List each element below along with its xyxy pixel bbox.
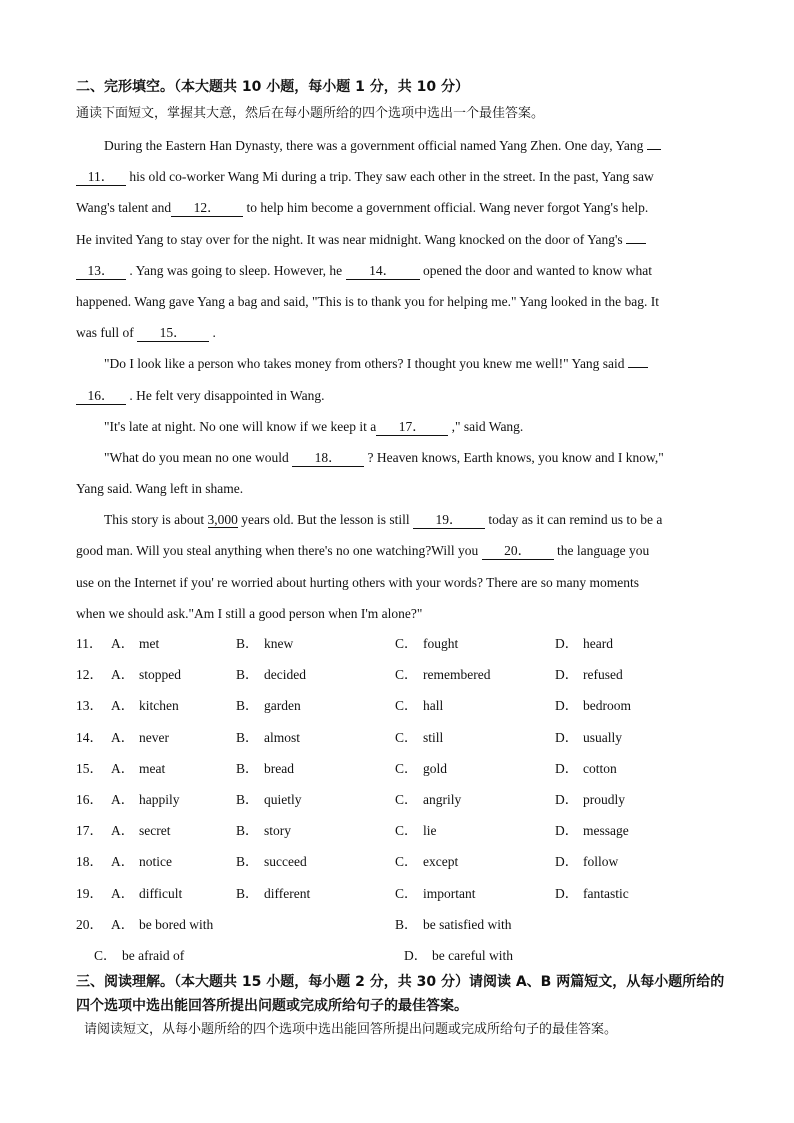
option-text: be careful with [432,947,513,963]
option-letter: C． [395,854,418,870]
passage-text: opened the door and wanted to know what [422,262,653,278]
cloze-passage [76,130,724,629]
option-letter: C． [395,729,418,745]
option-letter: B． [236,729,259,745]
answer-option[interactable] [236,722,300,753]
option-text: gold [423,760,448,776]
question-number: 13． [76,698,103,714]
answer-option[interactable] [555,846,618,877]
option-letter: B． [395,916,418,932]
answer-option[interactable] [555,659,623,690]
question-row [76,784,736,815]
option-text: stopped [139,667,181,683]
answer-option[interactable] [111,909,213,940]
blank-14[interactable]: 14． [346,263,420,280]
question-row [76,815,736,846]
answer-option[interactable] [236,628,293,659]
passage-text: today as it can remind us to be a [488,512,663,528]
question-row [76,722,736,753]
blank-19[interactable]: 19． [413,512,485,529]
passage-line [76,317,724,348]
answer-option[interactable] [111,846,172,877]
option-letter: C． [395,885,418,901]
answer-options [76,628,736,971]
option-letter: D． [555,667,579,683]
question-number: 11． [76,636,103,651]
blank-11[interactable]: 11． [76,169,126,186]
passage-text: the language you [557,543,650,559]
option-text: garden [264,698,301,714]
blank-17[interactable]: 17． [376,419,448,436]
blank-18[interactable]: 18． [292,450,364,467]
blank-underline [626,243,646,244]
passage-text: "What do you mean no one would [104,449,289,465]
passage-text: "It's late at night. No one will know if we keep it a [104,418,377,434]
question-number: 14． [76,729,103,745]
option-text: story [264,823,291,839]
option-text: kitchen [139,698,179,714]
option-letter: A． [111,636,135,651]
option-letter: D． [555,698,579,714]
option-text: important [423,885,476,901]
question-number: 20． [76,916,103,932]
option-letter: C． [395,791,418,807]
answer-option[interactable] [555,878,629,909]
question-row [76,753,736,784]
option-text: still [423,729,444,745]
passage-text: when we should ask."Am I still a good person when I'm alone?" [76,605,423,621]
question-row [76,690,736,721]
option-text: lie [423,823,437,839]
passage-line [76,161,724,192]
section2-heading: 二、完形填空。（本大题共 10 小题，每小题 1 分，共 10 分） [76,79,469,95]
option-text: secret [139,823,171,839]
passage-line [76,504,724,535]
section2-instruction: 通读下面短文，掌握其大意，然后在每小题所给的四个选项中选出一个最佳答案。 [76,106,545,121]
answer-option[interactable] [555,690,631,721]
option-text: meat [139,760,166,776]
question-row [76,940,736,971]
answer-option[interactable] [395,722,443,753]
option-text: quietly [264,791,302,807]
option-text: knew [264,636,294,651]
answer-option[interactable] [395,815,437,846]
option-text: different [264,885,311,901]
option-letter: A． [111,916,135,932]
passage-text: This story is about [104,512,205,528]
passage-line [76,255,724,286]
answer-option[interactable] [111,659,181,690]
answer-option[interactable] [111,878,182,909]
blank-13[interactable]: 13． [76,263,126,280]
option-text: bread [264,760,294,776]
passage-text: use on the Internet if you' re worried about hurting others with your words? There are so many moments [76,574,640,590]
question-row [76,659,736,690]
option-letter: A． [111,854,135,870]
option-text: be satisfied with [423,916,512,932]
option-letter: C． [395,636,418,651]
answer-option[interactable] [111,815,170,846]
option-text: difficult [139,885,183,901]
passage-text: ? Heaven knows, Earth knows, you know and I know," [367,449,664,465]
underlined-number: 3,000 [207,512,238,528]
answer-option[interactable] [111,628,159,659]
passage-text: He invited Yang to stay over for the night. It was near midnight. Wang knocked on the door of Yang's [76,231,623,247]
option-letter: B． [236,823,259,839]
passage-line [76,224,724,255]
option-letter: B． [236,667,259,683]
passage-line [76,411,724,442]
option-text: except [423,854,459,870]
blank-20[interactable]: 20． [482,543,554,560]
option-text: remembered [423,667,491,683]
answer-option[interactable] [236,659,306,690]
answer-option[interactable] [236,753,294,784]
passage-line [76,567,724,598]
passage-text: ," said Wang. [451,418,524,434]
passage-text: his old co-worker Wang Mi during a trip. They saw each other in the street. In the past, Yang saw [129,169,654,185]
answer-option[interactable] [555,784,625,815]
option-text: heard [583,636,613,651]
answer-option[interactable] [111,690,179,721]
passage-line [76,380,724,411]
answer-option[interactable] [111,753,165,784]
option-letter: B． [236,885,259,901]
passage-text: . [212,325,216,341]
option-text: be afraid of [122,947,185,963]
answer-option[interactable] [395,628,458,659]
answer-option[interactable] [395,784,461,815]
option-text: hall [423,698,444,714]
option-text: cotton [583,760,617,776]
option-letter: A． [111,885,135,901]
answer-option[interactable] [395,659,490,690]
answer-option[interactable] [111,722,169,753]
option-letter: A． [111,791,135,807]
option-letter: B． [236,791,259,807]
question-row [76,878,736,909]
option-text: angrily [423,791,462,807]
option-letter: C． [395,823,418,839]
passage-line [76,192,724,223]
option-text: usually [583,729,622,745]
blank-15[interactable]: 15． [137,325,209,342]
question-number: 17． [76,823,103,839]
passage-text: years old. But the lesson is still [241,512,410,528]
answer-option[interactable] [555,628,613,659]
answer-option[interactable] [404,940,513,971]
answer-option[interactable] [395,909,511,940]
option-text: fantastic [583,885,629,901]
blank-underline [647,149,661,150]
passage-text: good man. Will you steal anything when there's no one watching?Will you [76,543,479,559]
question-number: 15． [76,760,103,776]
blank-12[interactable]: 12． [171,200,243,217]
option-letter: A． [111,698,135,714]
option-letter: D． [555,854,579,870]
option-letter: C． [395,667,418,683]
passage-line [76,535,724,566]
answer-option[interactable] [555,815,629,846]
option-text: bedroom [583,698,631,714]
question-row [76,628,736,659]
option-letter: B． [236,854,259,870]
option-text: almost [264,729,300,745]
answer-option[interactable] [555,753,617,784]
option-text: follow [583,854,619,870]
passage-text: to help him become a government official. Wang never forgot Yang's help. [246,200,649,216]
option-text: never [139,729,169,745]
option-text: decided [264,667,306,683]
option-letter: D． [404,947,428,963]
blank-16[interactable]: 16． [76,388,126,405]
answer-option[interactable] [395,753,447,784]
option-letter: C． [395,698,418,714]
passage-text: Wang's talent and [76,200,172,216]
option-letter: A． [111,667,135,683]
answer-option[interactable] [395,846,458,877]
option-text: proudly [583,791,625,807]
option-letter: A． [111,823,135,839]
question-number: 18． [76,854,103,870]
passage-text: Yang said. Wang left in shame. [76,481,244,497]
question-number: 19． [76,885,103,901]
answer-option[interactable] [236,815,291,846]
option-text: be bored with [139,916,214,932]
option-letter: D． [555,636,579,651]
section3-heading: 三、阅读理解。（本大题共 15 小题，每小题 2 分，共 30 分）请阅读 A、B 两篇短文，从每小题所给的四个选项中选出能回答所提出问题或完成所给句子的最佳答案。 [76,974,725,1014]
passage-text: . Yang was going to sleep. However, he [129,262,343,278]
option-text: notice [139,854,172,870]
answer-option[interactable] [94,940,184,971]
option-letter: B． [236,760,259,776]
passage-text: was full of [76,325,134,341]
option-text: fought [423,636,459,651]
answer-option[interactable] [111,784,180,815]
answer-option[interactable] [555,722,622,753]
answer-option[interactable] [236,690,301,721]
question-number: 16． [76,791,103,807]
option-letter: B． [236,698,259,714]
passage-line [76,598,724,629]
option-letter: C． [94,947,117,963]
passage-line [76,130,724,161]
blank-underline [628,367,648,368]
option-text: refused [583,667,623,683]
question-row [76,909,736,940]
passage-text: "Do I look like a person who takes money from others? I thought you knew me well!" Yang said [104,356,625,372]
option-text: met [139,636,160,651]
answer-option[interactable] [236,784,302,815]
passage-text: During the Eastern Han Dynasty, there was a government official named Yang Zhen. One day, Yang [104,138,644,153]
question-row [76,846,736,877]
option-letter: A． [111,729,135,745]
passage-line [76,473,724,504]
option-text: message [583,823,629,839]
answer-option[interactable] [395,690,443,721]
passage-line [76,286,724,317]
option-letter: D． [555,791,579,807]
answer-option[interactable] [236,846,307,877]
section3-instruction: 请阅读短文，从每小题所给的四个选项中选出能回答所提出问题或完成所给句子的最佳答案。 [84,1022,618,1037]
option-letter: A． [111,760,135,776]
passage-line [76,348,724,379]
passage-line [76,442,724,473]
option-letter: D． [555,729,579,745]
option-letter: B． [236,636,259,651]
answer-option[interactable] [395,878,476,909]
option-letter: C． [395,760,418,776]
option-letter: D． [555,823,579,839]
passage-text: . He felt very disappointed in Wang. [129,387,325,403]
question-number: 12． [76,667,103,683]
passage-text: happened. Wang gave Yang a bag and said, "This is to thank you for helping me." Yang looked in the bag. It [76,293,659,309]
option-text: succeed [264,854,307,870]
option-letter: D． [555,885,579,901]
option-text: happily [139,791,180,807]
answer-option[interactable] [236,878,310,909]
option-letter: D． [555,760,579,776]
